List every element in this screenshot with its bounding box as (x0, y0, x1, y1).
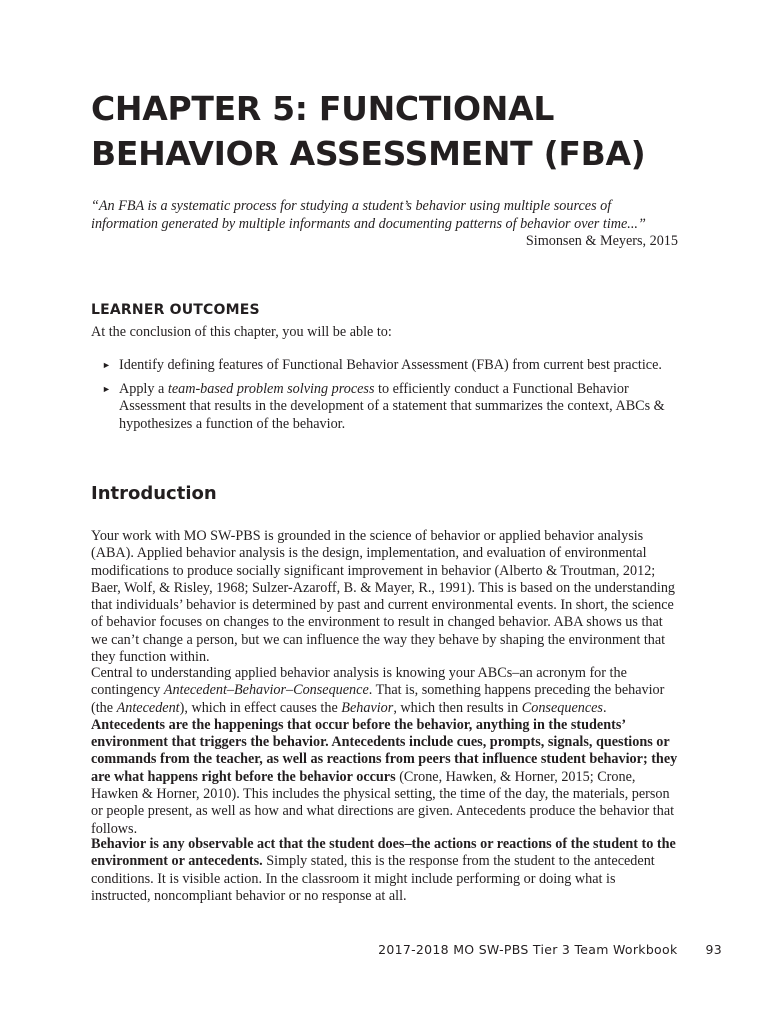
p2-bold-definition: Antecedents are the happenings that occur before the behavior, anything in the students’ environment that triggers the behavior. Antecedents include cues, prompts, signals, questions or commands from the teacher, as well as reactions from peers that influence student behavior; they are what happens right before the behavior occurs (91, 716, 678, 785)
introduction-heading: Introduction (91, 483, 217, 504)
learner-outcomes-list (91, 357, 678, 439)
introduction-paragraph-1: Your work with MO SW-PBS is grounded in the science of behavior or applied behavior analysis (ABA). Applied behavior analysis is the design, implementation, and evaluation of environmental modifications to produce socially significant improvement in behavior (Alberto & Troutman, 2012; Baer, Wolf, & Risley, 1968; Sulzer-Azaroff, B. & Mayer, R., 1991). This is based on the understanding that individuals’ behavior is determined by past and current environmental events. In short, the science of behavior focuses on changes to the environment to result in changed behavior. ABA shows us that we can’t change a person, but we can influence the way they behave by shaping the environment that they function within. (91, 528, 676, 666)
p2-text-b: . That is, something happens preceding the behavior (the (91, 682, 665, 716)
p2-text-c: ), which in effect causes the (179, 699, 342, 716)
p2-text-f: (Crone, Hawken, & Horner, 2015; Crone, Hawken & Horner, 2010). This includes the physical setting, the time of the day, the materials, person or people present, as well as how and what directions are given. Antecedents produce the behavior that follows. (91, 768, 675, 837)
quote-attribution: Simonsen & Meyers, 2015 (525, 233, 678, 249)
introduction-paragraph-2 (91, 665, 678, 838)
p3-bold-definition: Behavior is any observable act that the student does–the actions or reactions of the student to the environment or antecedents. (91, 836, 676, 870)
footer-workbook-title: 2017-2018 MO SW-PBS Tier 3 Team Workbook (378, 942, 678, 957)
p3-text: Simply stated, this is the response from the student to the antecedent conditions. It is visible action. In the classroom it might include performing or doing what is instructed, noncompliant behavior or no response at all. (91, 853, 655, 904)
p2-emphasis-consequences: Consequences (521, 699, 603, 716)
page-footer (378, 942, 722, 957)
learner-outcomes-heading: LEARNER OUTCOMES (91, 302, 260, 318)
p2-emphasis-behavior: Behavior (341, 699, 394, 716)
bullet-arrow-icon: ► (102, 383, 111, 394)
chapter-title-line-2: BEHAVIOR ASSESSMENT (FBA) (91, 134, 646, 173)
page-number: 93 (705, 942, 722, 957)
bullet-arrow-icon: ► (102, 360, 111, 370)
p2-emphasis-abc: Antecedent–Behavior–Consequence (163, 682, 369, 699)
chapter-title (91, 86, 691, 176)
outcome-text-2-emphasis: team-based problem solving process (167, 380, 375, 397)
list-item (91, 381, 678, 434)
p2-text-e: . (602, 699, 607, 716)
list-item (91, 357, 678, 375)
learner-outcomes-intro: At the conclusion of this chapter, you will be able to: (91, 324, 392, 340)
p2-text-a: Central to understanding applied behavior analysis is knowing your ABCs–an acronym for the contingency (91, 665, 627, 699)
epigraph-quote: “An FBA is a systematic process for studying a student’s behavior using multiple sources of information generated by multiple informants and documenting patterns of behavior over time...” (91, 198, 646, 232)
outcome-text-1: Identify defining features of Functional Behavior Assessment (FBA) from current best practice. (119, 357, 662, 373)
outcome-text-2a: Apply a (119, 380, 168, 397)
chapter-title-line-1: CHAPTER 5: FUNCTIONAL (91, 89, 555, 128)
introduction-paragraph-3 (91, 836, 678, 905)
outcome-text-2b: to efficiently conduct a Functional Behavior Assessment that results in the development of a statement that summarizes the context, ABCs & hypothesizes a function of the behavior. (119, 380, 665, 432)
p2-emphasis-antecedent: Antecedent (116, 699, 180, 716)
p2-text-d: , which then results in (393, 699, 522, 716)
